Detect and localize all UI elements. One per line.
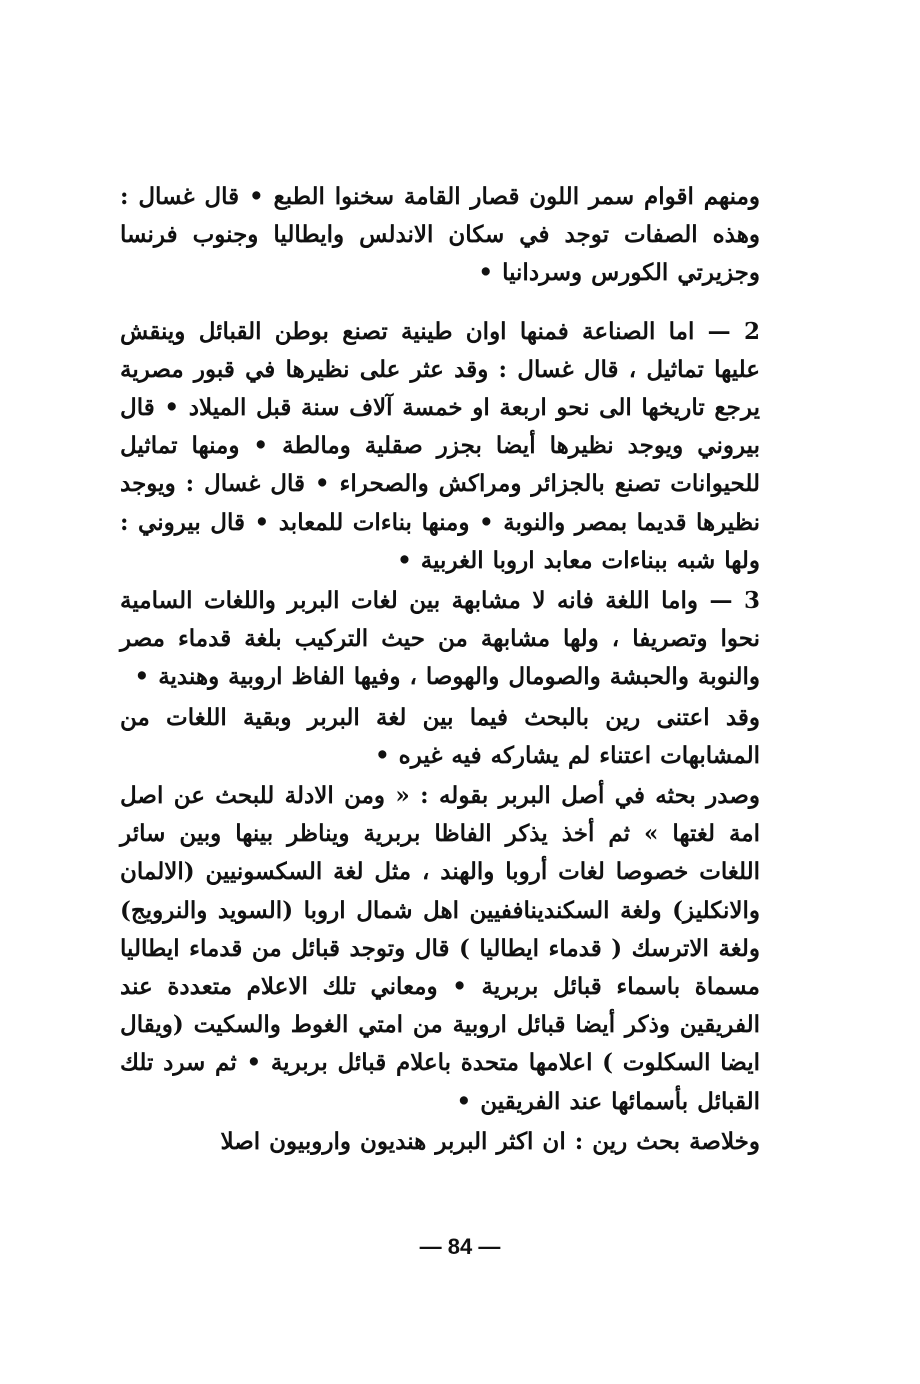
page-body bbox=[120, 178, 760, 1278]
paragraph-gap bbox=[120, 293, 760, 313]
paragraph-language: 3 — واما اللغة فانه لا مشابهة بين لغات البربر واللغات السامية نحوا وتصريفا ، ولها مشابهة من حيث التركيب بلغة قدماء مصر والنوبة والحبشة والصومال والهوصا ، وفيها الفاظ اروبية وهندية • bbox=[120, 587, 760, 691]
page-number: — 84 — bbox=[419, 1234, 501, 1259]
paragraph-industry: 2 — اما الصناعة فمنها اوان طينية تصنع بوطن القبائل وينقش عليها تماثيل ، قال غسال : وقد عثر على نظيرها في قبور مصرية يرجع تاريخها الى نحو اربعة او خمسة آلاف سنة قبل الميلاد • قال بيروني ويوجد نظيرها أيضا بجزر صقلية ومالطة • ومنها تماثيل للحيوانات تصنع بالجزائر ومراكش والصحراء • قال غسال : ويوجد نظيرها قديما بمصر والنوبة • ومنها بناءات للمعابد • قال بيروني : ولها شبه ببناءات معابد اروبا الغربية • bbox=[120, 317, 761, 574]
paragraph-rinn-research: وقد اعتنى رين بالبحث فيما بين لغة البربر وبقية اللغات من المشابهات اعتناء لم يشاركه فيه غيره • bbox=[120, 703, 760, 769]
paragraph-summary: وخلاصة بحث رين : ان اكثر البربر هنديون واروبيون اصلا bbox=[220, 1127, 760, 1155]
paragraph-origins: وصدر بحثه في أصل البربر بقوله : « ومن الادلة للبحث عن اصل امة لغتها » ثم أخذ يذكر الفاظا بربرية ويناظر بينها وبين سائر اللغات خصوصا لغات أروبا والهند ، مثل لغة السكسونيين (الالمان والانكليز) ولغة السكنديناففيين اهل شمال اروبا (السويد والنرويج) ولغة الاترسك ( قدماء ايطاليا ) قال وتوجد قبائل من قدماء ايطاليا مسماة باسماء قبائل بربرية • ومعاني تلك الاعلام متعددة عند الفريقين وذكر أيضا قبائل اروبية من امتي الغوط والسكيت (ويقال ايضا السكلوت ) اعلامها متحدة باعلام قبائل بربرية • ثم سرد تلك القبائل بأسمائها عند الفريقين • bbox=[120, 782, 760, 1115]
paragraph-population: ومنهم اقوام سمر اللون قصار القامة سخنوا الطبع • قال غسال : وهذه الصفات توجد في سكان الاندلس وايطاليا وجنوب فرنسا وجزيرتي الكورس وسردانيا • bbox=[120, 183, 760, 287]
